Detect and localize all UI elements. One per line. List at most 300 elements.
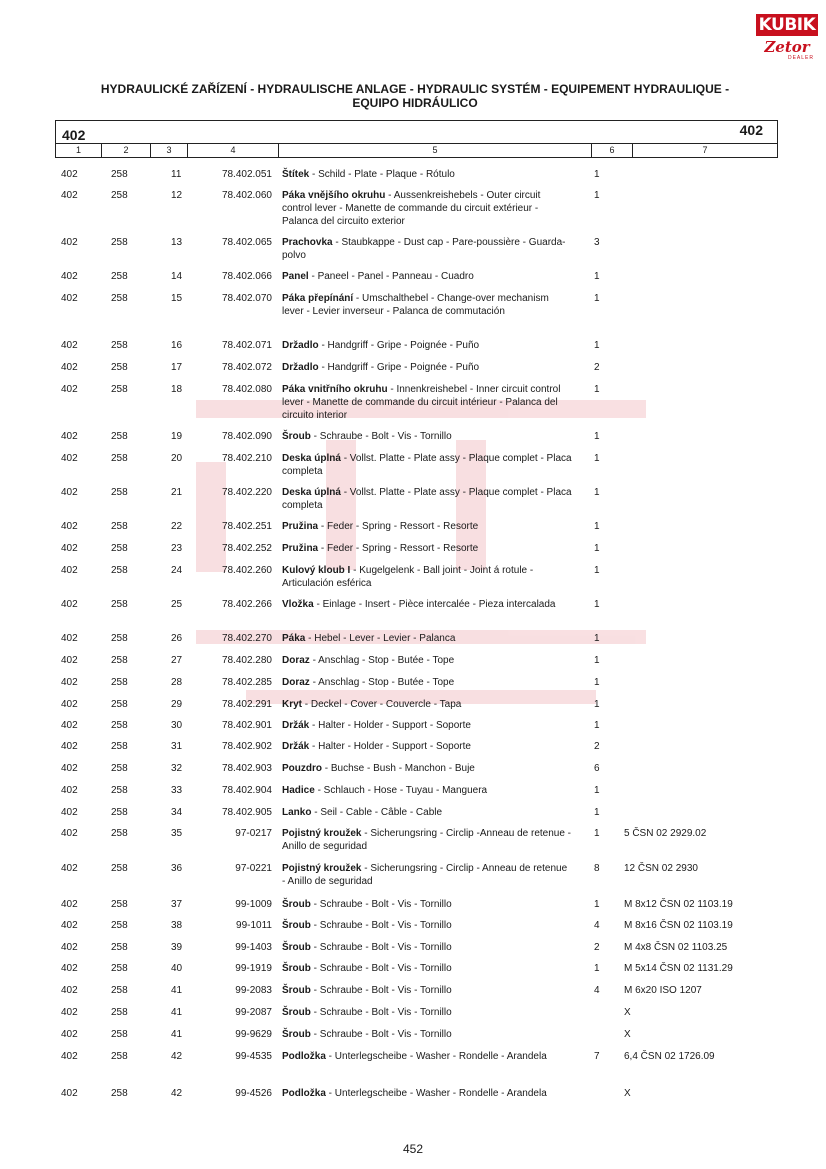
part-description: [282, 236, 572, 262]
part-name-translations: - Schraube - Bolt - Vis - Tornillo: [310, 920, 452, 931]
part-name-czech: Šroub: [282, 920, 311, 931]
figure-number: 258: [111, 807, 128, 818]
part-name-translations: - Feder - Spring - Ressort - Resorte: [318, 543, 479, 554]
part-number: 78.402.291: [221, 699, 272, 710]
figure-number: 258: [111, 384, 128, 395]
logo-brand: KUBIK: [756, 14, 818, 36]
part-description: [282, 740, 572, 753]
position-number: 21: [171, 487, 183, 498]
position-number: 12: [171, 190, 183, 201]
part-name-translations: - Umschalthebel - Change-over mechanism lever - Levier inverseur - Palanca de commutación: [282, 293, 549, 317]
part-number: 99-4526: [235, 1088, 272, 1099]
part-description: [282, 632, 572, 645]
part-name-czech: Štítek: [282, 169, 310, 180]
part-description: [282, 984, 572, 997]
quantity: 1: [594, 271, 600, 282]
figure-number: 258: [111, 985, 128, 996]
position-number: 41: [171, 985, 183, 996]
part-number: 78.402.270: [221, 633, 272, 644]
part-name-czech: Pružina: [282, 543, 319, 554]
figure-number: 258: [111, 521, 128, 532]
group-number: 402: [61, 633, 78, 644]
figure-number: 258: [111, 1007, 128, 1018]
group-number: 402: [61, 1007, 78, 1018]
position-number: 18: [171, 384, 183, 395]
position-number: 36: [171, 863, 183, 874]
position-number: 27: [171, 655, 183, 666]
part-name-czech: Šroub: [282, 899, 311, 910]
part-name-translations: - Schraube - Bolt - Vis - Tornillo: [310, 431, 452, 442]
part-name-czech: Doraz: [282, 655, 310, 666]
quantity: 1: [594, 699, 600, 710]
figure-number: 258: [111, 633, 128, 644]
part-number: 78.402.902: [221, 741, 272, 752]
position-number: 37: [171, 899, 183, 910]
group-number: 402: [61, 340, 78, 351]
part-name-czech: Kryt: [282, 699, 303, 710]
quantity: 8: [594, 863, 600, 874]
position-number: 42: [171, 1088, 183, 1099]
section-number-left: 402: [62, 127, 86, 143]
quantity: 1: [594, 807, 600, 818]
part-number: 78.402.220: [221, 487, 272, 498]
figure-number: 258: [111, 599, 128, 610]
part-description: [282, 1050, 572, 1063]
part-description: [282, 486, 572, 512]
part-name-translations: - Halter - Holder - Support - Soporte: [309, 720, 471, 731]
part-description: [282, 452, 572, 478]
column-header: 3: [151, 144, 188, 157]
part-name-translations: - Schraube - Bolt - Vis - Tornillo: [310, 985, 452, 996]
part-name-translations: - Schraube - Bolt - Vis - Tornillo: [310, 1007, 452, 1018]
standard-note: X: [624, 1007, 631, 1018]
part-number: 97-0217: [235, 828, 272, 839]
group-number: 402: [61, 362, 78, 373]
part-description: [282, 430, 572, 443]
column-header: 7: [702, 145, 708, 155]
quantity: 1: [594, 169, 600, 180]
part-number: 78.402.251: [221, 521, 272, 532]
standard-note: M 6x20 ISO 1207: [624, 985, 702, 996]
figure-number: 258: [111, 863, 128, 874]
position-number: 39: [171, 942, 183, 953]
position-number: 26: [171, 633, 183, 644]
part-name-czech: Panel: [282, 271, 309, 282]
position-number: 16: [171, 340, 183, 351]
part-description: [282, 270, 572, 283]
column-header: 4: [188, 144, 279, 157]
part-number: 78.402.090: [221, 431, 272, 442]
position-number: 33: [171, 785, 183, 796]
part-name-translations: - Anschlag - Stop - Butée - Tope: [309, 677, 455, 688]
section-number-right: 402: [739, 122, 763, 138]
part-name-czech: Pružina: [282, 521, 319, 532]
part-name-translations: - Staubkappe - Dust cap - Pare-poussière - Guarda-polvo: [282, 237, 566, 261]
part-description: [282, 1006, 572, 1019]
part-number: 78.402.905: [221, 807, 272, 818]
part-description: [282, 339, 572, 352]
part-name-czech: Pojistný kroužek: [282, 863, 362, 874]
part-name-translations: - Hebel - Lever - Levier - Palanca: [305, 633, 456, 644]
figure-number: 258: [111, 899, 128, 910]
position-number: 38: [171, 920, 183, 931]
standard-note: M 4x8 ČSN 02 1103.25: [624, 942, 728, 953]
quantity: 1: [594, 565, 600, 576]
group-number: 402: [61, 785, 78, 796]
part-name-czech: Páka vnějšího okruhu: [282, 190, 386, 201]
part-name-czech: Podložka: [282, 1051, 326, 1062]
part-name-czech: Držadlo: [282, 340, 319, 351]
part-number: 78.402.901: [221, 720, 272, 731]
part-name-czech: Podložka: [282, 1088, 326, 1099]
part-name-czech: Pouzdro: [282, 763, 322, 774]
part-description: [282, 564, 572, 590]
part-name-czech: Šroub: [282, 1029, 311, 1040]
figure-number: 258: [111, 828, 128, 839]
part-name-czech: Páka přepínání: [282, 293, 354, 304]
figure-number: 258: [111, 169, 128, 180]
position-number: 25: [171, 599, 183, 610]
column-header-row: [55, 144, 778, 158]
standard-note: 12 ČSN 02 2930: [624, 863, 698, 874]
part-number: 78.402.252: [221, 543, 272, 554]
quantity: 1: [594, 487, 600, 498]
part-number: 78.402.080: [221, 384, 272, 395]
part-description: [282, 189, 572, 228]
position-number: 14: [171, 271, 183, 282]
figure-number: 258: [111, 543, 128, 554]
quantity: 1: [594, 633, 600, 644]
part-description: [282, 827, 572, 853]
part-number: 99-1403: [235, 942, 272, 953]
figure-number: 258: [111, 293, 128, 304]
quantity: 7: [594, 1051, 600, 1062]
part-name-translations: - Unterlegscheibe - Washer - Rondelle - Arandela: [325, 1051, 547, 1062]
position-number: 11: [171, 169, 182, 180]
quantity: 6: [594, 763, 600, 774]
group-number: 402: [61, 655, 78, 666]
position-number: 34: [171, 807, 183, 818]
part-name-czech: Kulový kloub I: [282, 565, 351, 576]
part-name-translations: - Anschlag - Stop - Butée - Tope: [309, 655, 455, 666]
figure-number: 258: [111, 271, 128, 282]
position-number: 19: [171, 431, 183, 442]
figure-number: 258: [111, 677, 128, 688]
part-name-translations: - Schraube - Bolt - Vis - Tornillo: [310, 899, 452, 910]
standard-note: M 5x14 ČSN 02 1131.29: [624, 963, 733, 974]
group-number: 402: [61, 487, 78, 498]
group-number: 402: [61, 431, 78, 442]
section-header: [55, 120, 778, 144]
position-number: 41: [171, 1029, 183, 1040]
part-number: 99-4535: [235, 1051, 272, 1062]
quantity: 4: [594, 920, 600, 931]
figure-number: 258: [111, 763, 128, 774]
figure-number: 258: [111, 431, 128, 442]
column-header: 5: [279, 144, 592, 157]
position-number: 29: [171, 699, 183, 710]
group-number: 402: [61, 237, 78, 248]
quantity: 1: [594, 384, 600, 395]
part-number: 99-1919: [235, 963, 272, 974]
figure-number: 258: [111, 340, 128, 351]
part-description: [282, 898, 572, 911]
position-number: 28: [171, 677, 183, 688]
position-number: 32: [171, 763, 183, 774]
part-name-czech: Doraz: [282, 677, 310, 688]
part-name-czech: Prachovka: [282, 237, 333, 248]
part-number: 99-1009: [235, 899, 272, 910]
figure-number: 258: [111, 699, 128, 710]
title-line-1: HYDRAULICKÉ ZAŘÍZENÍ - HYDRAULISCHE ANLAGE - HYDRAULIC SYSTÉM - EQUIPEMENT HYDRAULIQUE -: [100, 82, 730, 96]
column-header: 2: [102, 144, 151, 157]
part-name-czech: Lanko: [282, 807, 312, 818]
position-number: 40: [171, 963, 183, 974]
position-number: 31: [171, 741, 183, 752]
quantity: 1: [594, 677, 600, 688]
standard-note: 6,4 ČSN 02 1726.09: [624, 1051, 715, 1062]
standard-note: 5 ČSN 02 2929.02: [624, 828, 707, 839]
figure-number: 258: [111, 362, 128, 373]
position-number: 24: [171, 565, 183, 576]
part-name-translations: - Aussenkreishebels - Outer circuit control lever - Manette de commande du circuit extérieur - Palanca del circuito exterior: [282, 190, 541, 227]
group-number: 402: [61, 807, 78, 818]
group-number: 402: [61, 720, 78, 731]
group-number: 402: [61, 963, 78, 974]
part-description: [282, 862, 572, 888]
part-description: [282, 654, 572, 667]
group-number: 402: [61, 169, 78, 180]
figure-number: 258: [111, 785, 128, 796]
quantity: 2: [594, 362, 600, 373]
part-name-translations: - Kugelgelenk - Ball joint - Joint á rotule - Articulación esférica: [282, 565, 534, 589]
figure-number: 258: [111, 963, 128, 974]
part-name-translations: - Deckel - Cover - Couvercle - Tapa: [302, 699, 462, 710]
group-number: 402: [61, 384, 78, 395]
part-name-czech: Šroub: [282, 942, 311, 953]
group-number: 402: [61, 565, 78, 576]
part-description: [282, 1028, 572, 1041]
part-number: 78.402.904: [221, 785, 272, 796]
figure-number: 258: [111, 237, 128, 248]
part-number: 78.402.266: [221, 599, 272, 610]
quantity: 4: [594, 985, 600, 996]
group-number: 402: [61, 453, 78, 464]
part-description: [282, 762, 572, 775]
part-name-translations: - Unterlegscheibe - Washer - Rondelle - Arandela: [325, 1088, 547, 1099]
part-name-czech: Držák: [282, 741, 310, 752]
part-number: 78.402.210: [221, 453, 272, 464]
figure-number: 258: [111, 1088, 128, 1099]
part-name-translations: - Paneel - Panel - Panneau - Cuadro: [308, 271, 474, 282]
part-name-czech: Šroub: [282, 985, 311, 996]
part-description: [282, 542, 572, 555]
part-number: 78.402.051: [221, 169, 272, 180]
group-number: 402: [61, 1029, 78, 1040]
position-number: 17: [171, 362, 183, 373]
group-number: 402: [61, 699, 78, 710]
part-name-translations: - Vollst. Platte - Plate assy - Plaque complet - Placa completa: [282, 453, 572, 477]
part-name-czech: Držadlo: [282, 362, 319, 373]
quantity: 3: [594, 237, 600, 248]
figure-number: 258: [111, 920, 128, 931]
quantity: 1: [594, 340, 600, 351]
position-number: 42: [171, 1051, 183, 1062]
quantity: 1: [594, 453, 600, 464]
part-description: [282, 962, 572, 975]
position-number: 13: [171, 237, 183, 248]
column-header: 1: [56, 144, 102, 157]
quantity: 2: [594, 942, 600, 953]
part-name-translations: - Schraube - Bolt - Vis - Tornillo: [310, 1029, 452, 1040]
part-description: [282, 806, 572, 819]
part-name-translations: - Vollst. Platte - Plate assy - Plaque complet - Placa completa: [282, 487, 572, 511]
figure-number: 258: [111, 190, 128, 201]
part-number: 99-1011: [236, 920, 272, 931]
figure-number: 258: [111, 1029, 128, 1040]
position-number: 30: [171, 720, 183, 731]
figure-number: 258: [111, 741, 128, 752]
part-name-czech: Pojistný kroužek: [282, 828, 362, 839]
part-name-translations: - Schlauch - Hose - Tuyau - Manguera: [314, 785, 488, 796]
position-number: 23: [171, 543, 183, 554]
part-description: [282, 941, 572, 954]
part-description: [282, 784, 572, 797]
quantity: 1: [594, 899, 600, 910]
figure-number: 258: [111, 487, 128, 498]
part-number: 78.402.060: [221, 190, 272, 201]
part-description: [282, 719, 572, 732]
part-name-translations: - Einlage - Insert - Pièce intercalée - Pieza intercalada: [313, 599, 556, 610]
part-name-translations: - Seil - Cable - Câble - Cable: [311, 807, 443, 818]
figure-number: 258: [111, 453, 128, 464]
logo-zetor: Zetor: [764, 38, 810, 56]
part-name-czech: Vložka: [282, 599, 314, 610]
quantity: 1: [594, 599, 600, 610]
group-number: 402: [61, 190, 78, 201]
part-number: 78.402.072: [221, 362, 272, 373]
group-number: 402: [61, 1051, 78, 1062]
part-number: 78.402.285: [221, 677, 272, 688]
part-number: 99-9629: [235, 1029, 272, 1040]
quantity: 1: [594, 431, 600, 442]
position-number: 20: [171, 453, 183, 464]
group-number: 402: [61, 677, 78, 688]
group-number: 402: [61, 293, 78, 304]
logo-sub: DEALER: [787, 55, 814, 61]
quantity: 1: [594, 963, 600, 974]
part-name-translations: - Innenkreishebel - Inner circuit control lever - Manette de commande du circuit intérieur - Palanca del circuito interior: [282, 384, 561, 421]
part-number: 78.402.280: [221, 655, 272, 666]
position-number: 22: [171, 521, 183, 532]
page-title: [60, 82, 770, 110]
group-number: 402: [61, 521, 78, 532]
page-number: 452: [402, 1142, 424, 1156]
part-name-translations: - Sicherungsring - Circlip -Anneau de retenue - Anillo de seguridad: [282, 828, 572, 852]
standard-note: M 8x12 ČSN 02 1103.19: [624, 899, 733, 910]
part-name-translations: - Schraube - Bolt - Vis - Tornillo: [310, 942, 452, 953]
part-description: [282, 676, 572, 689]
position-number: 35: [171, 828, 183, 839]
group-number: 402: [61, 543, 78, 554]
part-number: 78.402.065: [221, 237, 272, 248]
group-number: 402: [61, 899, 78, 910]
title-line-2: EQUIPO HIDRÁULICO: [352, 96, 478, 110]
part-number: 78.402.070: [221, 293, 272, 304]
part-name-czech: Šroub: [282, 431, 311, 442]
figure-number: 258: [111, 1051, 128, 1062]
part-description: [282, 520, 572, 533]
part-description: [282, 292, 572, 318]
position-number: 15: [171, 293, 183, 304]
part-name-translations: - Handgriff - Gripe - Poignée - Puño: [318, 362, 480, 373]
group-number: 402: [61, 863, 78, 874]
part-name-czech: Hadice: [282, 785, 315, 796]
kubik-zetor-logo: [756, 14, 818, 66]
group-number: 402: [61, 741, 78, 752]
quantity: 1: [594, 190, 600, 201]
standard-note: X: [624, 1088, 631, 1099]
group-number: 402: [61, 599, 78, 610]
part-name-translations: - Schild - Plate - Plaque - Rótulo: [309, 169, 455, 180]
quantity: 1: [594, 785, 600, 796]
group-number: 402: [61, 920, 78, 931]
part-name-translations: - Feder - Spring - Ressort - Resorte: [318, 521, 479, 532]
part-name-czech: Páka vnitřního okruhu: [282, 384, 388, 395]
part-name-translations: - Halter - Holder - Support - Soporte: [309, 741, 471, 752]
part-name-czech: Držák: [282, 720, 310, 731]
part-description: [282, 698, 572, 711]
quantity: 1: [594, 293, 600, 304]
part-number: 78.402.260: [221, 565, 272, 576]
part-description: [282, 598, 572, 611]
standard-note: M 8x16 ČSN 02 1103.19: [624, 920, 733, 931]
standard-note: X: [624, 1029, 631, 1040]
part-description: [282, 919, 572, 932]
group-number: 402: [61, 828, 78, 839]
part-name-czech: Šroub: [282, 963, 311, 974]
quantity: 1: [594, 543, 600, 554]
part-description: [282, 383, 572, 422]
part-number: 78.402.903: [221, 763, 272, 774]
group-number: 402: [61, 1088, 78, 1099]
part-name-czech: Šroub: [282, 1007, 311, 1018]
quantity: 1: [594, 655, 600, 666]
figure-number: 258: [111, 720, 128, 731]
group-number: 402: [61, 985, 78, 996]
part-description: [282, 361, 572, 374]
part-name-czech: Deska úplná: [282, 453, 341, 464]
quantity: 1: [594, 521, 600, 532]
group-number: 402: [61, 271, 78, 282]
quantity: 2: [594, 741, 600, 752]
part-description: [282, 1087, 572, 1100]
group-number: 402: [61, 942, 78, 953]
quantity: 1: [594, 828, 600, 839]
part-name-translations: - Sicherungsring - Circlip - Anneau de retenue - Anillo de seguridad: [282, 863, 568, 887]
group-number: 402: [61, 763, 78, 774]
column-header: 6: [592, 144, 633, 157]
figure-number: 258: [111, 565, 128, 576]
quantity: 1: [594, 720, 600, 731]
figure-number: 258: [111, 655, 128, 666]
part-name-translations: - Handgriff - Gripe - Poignée - Puño: [318, 340, 480, 351]
part-name-czech: Páka: [282, 633, 306, 644]
part-name-czech: Deska úplná: [282, 487, 341, 498]
part-number: 97-0221: [235, 863, 272, 874]
part-number: 99-2087: [235, 1007, 272, 1018]
part-description: [282, 168, 572, 181]
